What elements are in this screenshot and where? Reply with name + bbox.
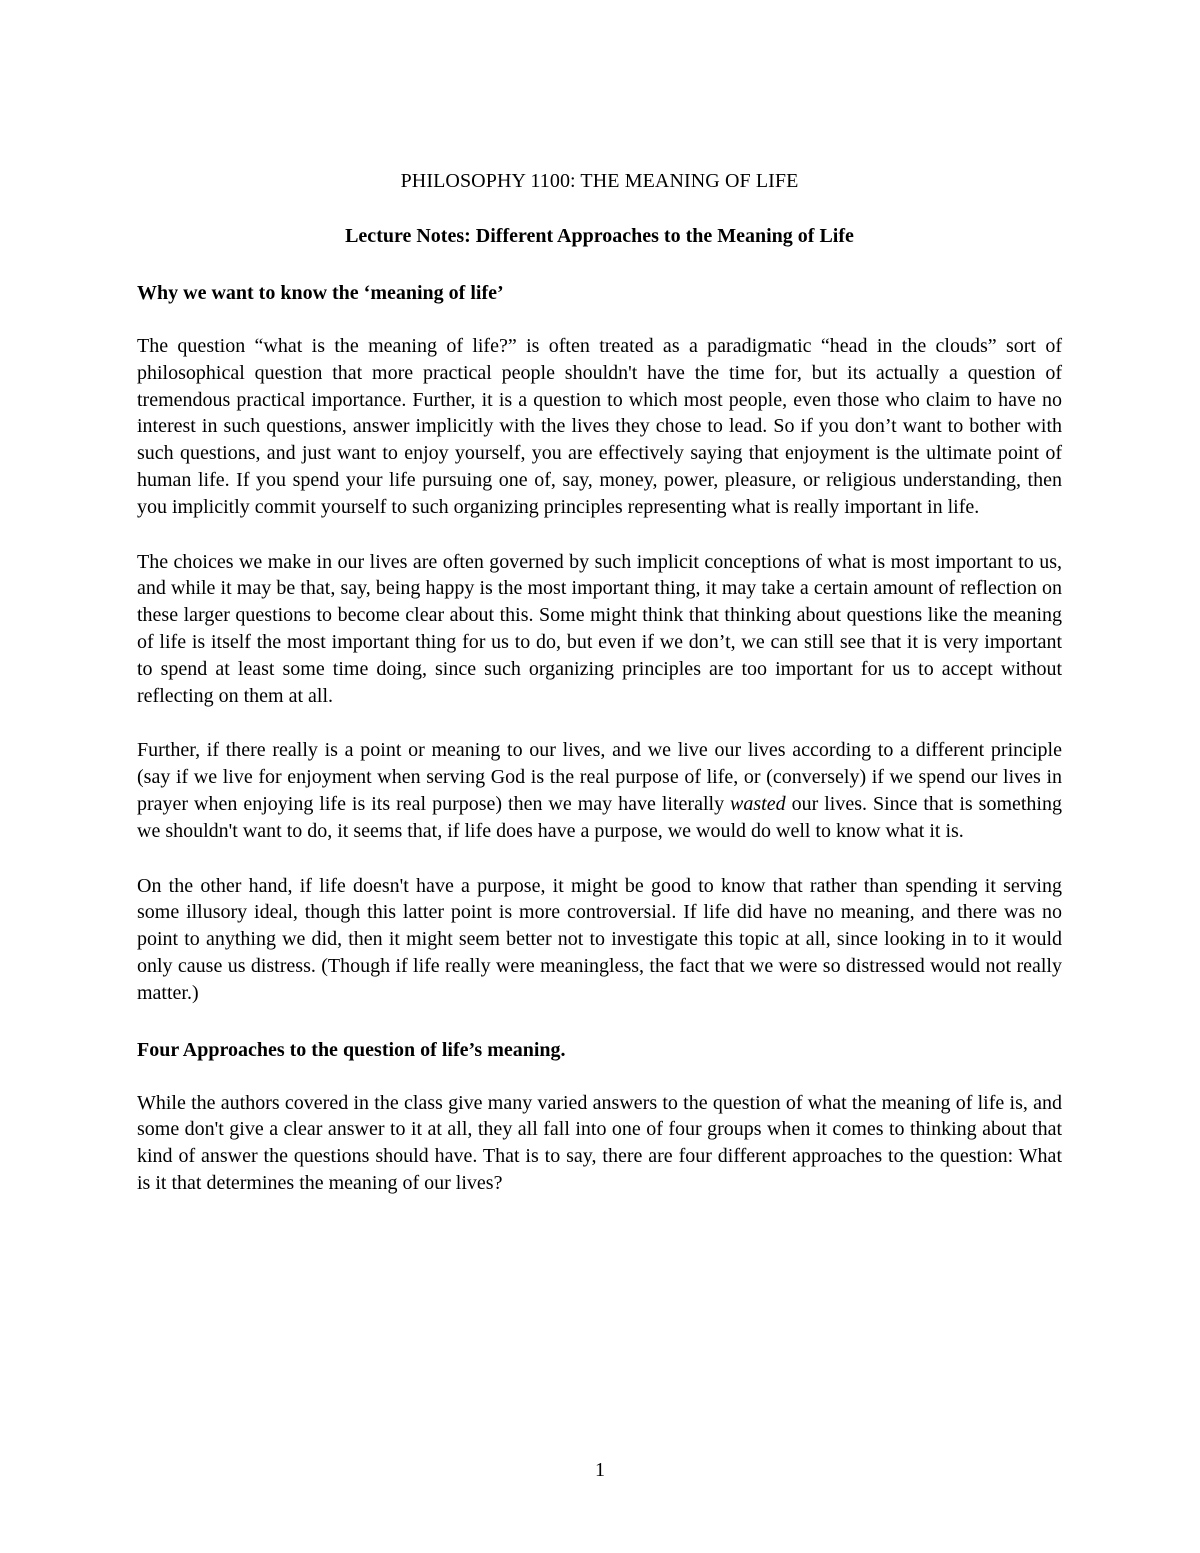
- paragraph-1: The question “what is the meaning of life?” is often treated as a paradigmatic “head in the clouds” sort of philosophical question that more practical people shouldn't have the time for, but its actually a question of tremendous practical importance. Further, it is a question to which most people, even those who claim to have no interest in such questions, answer implicitly with the lives they chose to lead. So if you don’t want to bother with such questions, and just want to enjoy yourself, you are effectively saying that enjoyment is the ultimate point of human life. If you spend your life pursuing one of, say, money, power, pleasure, or religious understanding, then you implicitly commit yourself to such organizing principles representing what is really important in life.: [137, 335, 1062, 518]
- paragraph-2: The choices we make in our lives are often governed by such implicit conceptions of what is most important to us, and while it may be that, say, being happy is the most important thing, it may take a certain amount of reflection on these larger questions to become clear about this. Some might think that thinking about questions like the meaning of life is itself the most important thing for us to do, but even if we don’t, we can still see that it is very important to spend at least some time doing, since such organizing principles are too important for us to accept without reflecting on them at all.: [137, 550, 1062, 707]
- emphasis-wasted: wasted: [730, 792, 786, 815]
- paragraph-3: [137, 737, 1062, 844]
- paragraph-4: On the other hand, if life doesn't have a purpose, it might be good to know that rather than spending it serving some illusory ideal, though this latter point is more controversial. If life did have no meaning, and there was no point to anything we did, then it might seem better not to investigate this topic at all, since looking in to it would only cause us distress. (Though if life really were meaningless, the fact that we were so distressed would not really matter.): [137, 874, 1062, 1004]
- section-heading-four-approaches: Four Approaches to the question of life’s meaning.: [137, 1038, 566, 1061]
- paragraph-5: While the authors covered in the class give many varied answers to the question of what the meaning of life is, and some don't give a clear answer to it at all, they all fall into one of four groups when it comes to thinking about that kind of answer the questions should have. That is to say, there are four different approaches to the question: What is it that determines the meaning of our lives?: [137, 1091, 1062, 1194]
- document-page: [137, 166, 1062, 1225]
- page-number: 1: [595, 1459, 605, 1481]
- lecture-title: Lecture Notes: Different Approaches to the Meaning of Life: [345, 225, 854, 247]
- course-title: PHILOSOPHY 1100: THE MEANING OF LIFE: [400, 170, 799, 192]
- paragraph-3-part-1: Further, if there really is a point or meaning to our lives, and we live our lives according to a different principle (say if we live for enjoyment when serving God is the real purpose of life, or (conversely) if we spend our lives in prayer when enjoying life is its real purpose) then we may have literally: [137, 739, 1062, 815]
- paragraph-3-part-2: our lives. Since that is something we shouldn't want to do, it seems that, if life does have a purpose, we would do well to know what it is.: [137, 792, 1062, 842]
- section-heading-why: Why we want to know the ‘meaning of life’: [137, 282, 504, 304]
